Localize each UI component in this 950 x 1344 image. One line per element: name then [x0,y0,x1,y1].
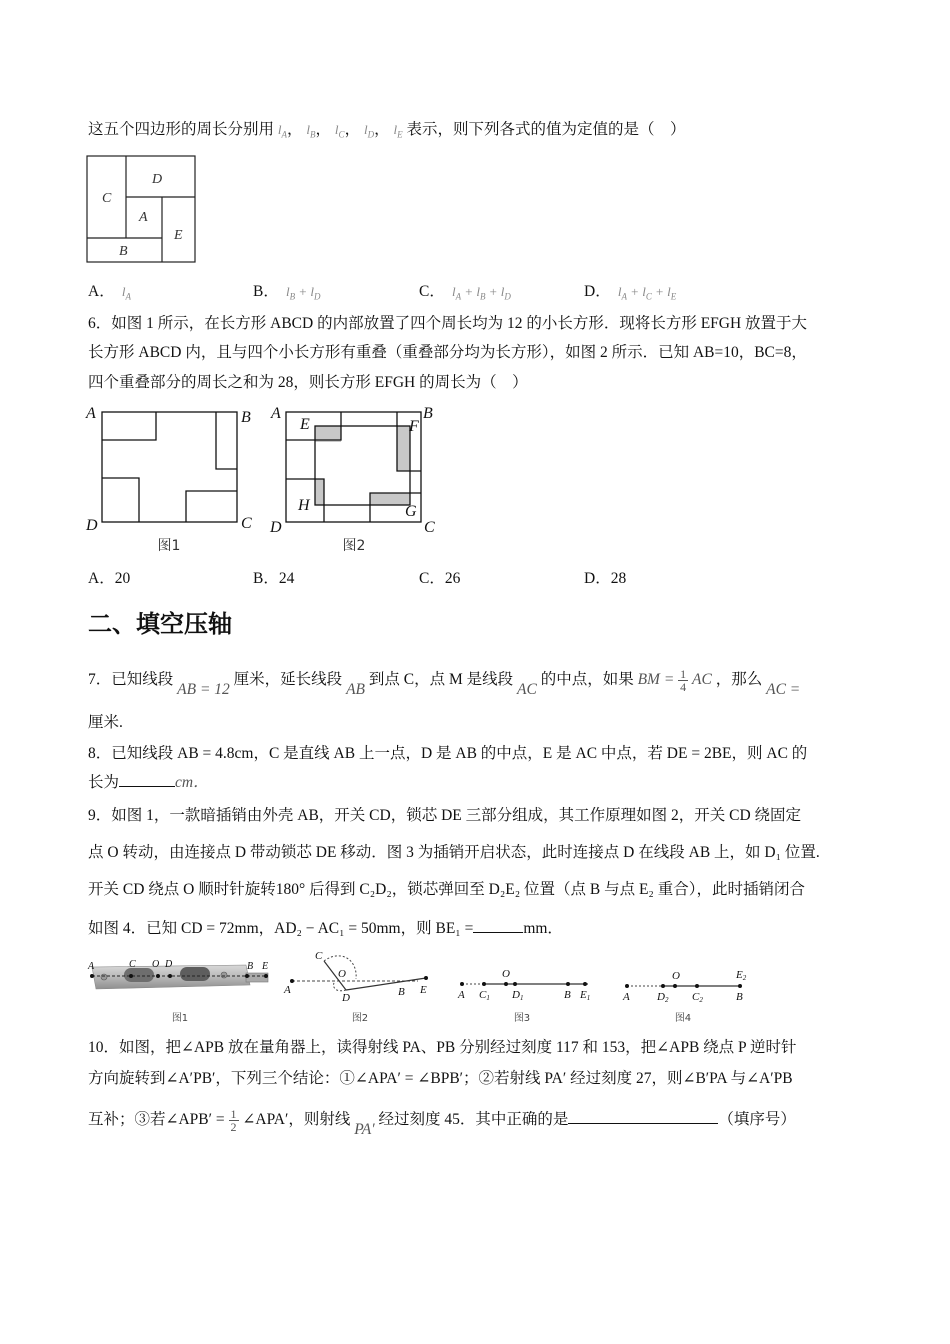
svg-text:C2: C2 [692,991,703,1004]
option-letter: C． [419,283,445,300]
svg-text:C: C [129,959,136,970]
q6-option-c[interactable]: C．26 [419,570,461,587]
q9-figure-1 [84,955,284,1025]
q9-line-3: 开关 CD 绕点 O 顺时针旋转180° 后得到 C₂D₂，锁芯弹回至 D₂E₂ 位置（点 B 与点 E₂ 重合），此时插销闭合 [88,881,805,898]
q6-figure-1 [84,402,259,557]
svg-text:D1: D1 [512,989,524,1002]
q5-stem-end: 表示，则下列各式的值为定值的是（ ） [406,121,686,138]
q9-line-1: 9．如图 1，一款暗插销由外壳 AB，开关 CD，锁芯 DE 三部分组成，其工作原理如图 2，开关 CD 绕固定 [88,807,802,824]
svg-text:图4: 图4 [674,1013,692,1024]
svg-text:B: B [736,991,743,1003]
fig-label-C: C [102,191,112,206]
fig-label-A: A [139,210,148,225]
q9-line-2: 点 O 转动，由连接点 D 带动锁芯 DE 移动．图 3 为插销开启状态，此时连接点 D 在线段 AB 上，如 D₁ 位置. [88,844,820,861]
svg-text:O: O [672,970,680,982]
fig-label-D: D [152,172,163,187]
q8-line-2: 长为 cm． [88,774,209,791]
svg-text:C1: C1 [479,989,490,1002]
fig-label-E: E [174,228,183,243]
var-lD: $l_D$ [363,122,375,140]
svg-text:图3: 图3 [513,1013,531,1024]
q6-option-b[interactable]: B．24 [253,570,295,587]
var-lE: $l_E$ [393,122,403,140]
svg-text:D: D [270,519,282,536]
svg-text:E1: E1 [580,989,591,1002]
svg-text:C: C [241,515,252,532]
var-lB: $l_B$ [306,122,316,140]
q5-option-b[interactable]: B． $l_B + l_D$ [253,283,321,302]
fraction-1-2: $\frac{1}{2}$ [230,1107,237,1134]
q9-answer-blank[interactable] [473,918,523,933]
q5-stem-text: 这五个四边形的周长分别用 [88,121,275,138]
fraction-1-4: $\frac{1}{4}$ [680,667,687,694]
q7-math-ab12: AB = 12 [177,681,230,699]
q6-figure-2 [262,402,442,557]
q8-line-1: 8．已知线段 AB = 4.8cm，C 是直线 AB 上一点，D 是 AB 的中点，E 是 AC 中点，若 DE = 2BE，则 AC 的 [88,745,808,762]
svg-text:B: B [241,409,251,426]
q6-line-1: 6．如图 1 所示，在长方形 ABCD 的内部放置了四个周长均为 12 的小长方形．现将长方形 EFGH 放置于大 [88,315,808,332]
q5-stem: 这五个四边形的周长分别用 $l_A$， $l_B$， $l_C$， $l_D$， $l_E$ 表示，则下列各式的值为定值的是（ ） [88,121,686,140]
svg-text:F: F [409,418,419,435]
q10-line-3: 互补；③若∠APB′ = $\frac{1}{2}$ ∠APA′，则射线 PA′ 经过刻度 45．其中正确的是 （填序号） [88,1107,796,1139]
svg-text:E: E [420,984,427,996]
q5-option-a[interactable]: A． $l_A$ [88,283,131,302]
var-lC: $l_C$ [334,122,345,140]
svg-text:图1: 图1 [171,1013,189,1024]
svg-text:D: D [342,992,350,1004]
q7-line-1: 7．已知线段 AB = 12 厘米，延长线段 AB 到点 C，点 M 是线段 AC 的中点，如果 BM = $\frac{1}{4}$ AC ，那么 AC = [88,667,801,699]
q5-option-d[interactable]: D． $l_A + l_C + l_E$ [584,283,677,302]
svg-text:B: B [423,405,433,422]
svg-text:B: B [564,989,571,1001]
svg-text:D2: D2 [657,991,669,1004]
option-letter: A． [88,283,115,300]
q9-figure-3 [450,960,600,1025]
var-lA: $l_A$ [277,122,288,140]
svg-text:D: D [86,517,98,534]
q6-line-2: 长方形 ABCD 内，且与四个小长方形有重叠（重叠部分均为长方形），如图 2 所示．已知 AB=10，BC=8， [88,344,807,361]
svg-text:H: H [298,497,310,514]
q10-line-1: 10．如图，把∠APB 放在量角器上，读得射线 PA、PB 分别经过刻度 117 和 153，把∠APB 绕点 P 逆时针 [88,1039,797,1056]
svg-text:E2: E2 [736,969,747,982]
svg-text:A: A [623,991,630,1003]
svg-text:B: B [398,986,405,998]
svg-text:O: O [152,959,160,970]
q10-line-2: 方向旋转到∠A′PB′，下列三个结论：①∠APA′ = ∠BPB′；②若射线 PA′ 经过刻度 27，则∠B′PA 与∠A′PB [88,1070,793,1087]
fig2-caption: 图2 [342,538,366,554]
q8-answer-blank[interactable] [119,772,175,787]
svg-text:E: E [262,961,269,972]
svg-text:图2: 图2 [351,1013,369,1024]
svg-text:B: B [247,961,254,972]
fig1-caption: 图1 [157,538,181,554]
fig1-label-A: A [86,405,96,422]
svg-text:A: A [458,989,465,1001]
q6-option-d[interactable]: D．28 [584,570,627,587]
q9-figure-2 [280,945,440,1025]
section-title: 二、填空压轴 [88,610,232,638]
option-letter: D． [584,283,611,300]
svg-text:E: E [300,416,310,433]
option-letter: B． [253,283,279,300]
q9-figure-4 [615,960,765,1025]
q7-line-2: 厘米. [88,714,123,731]
svg-text:D: D [165,959,173,970]
svg-text:A: A [284,984,291,996]
svg-text:O: O [338,968,346,980]
svg-text:C: C [424,519,435,536]
q5-figure [86,155,198,265]
svg-text:C: C [315,950,323,962]
fig-label-B: B [119,244,128,259]
q6-line-3: 四个重叠部分的周长之和为 28，则长方形 EFGH 的周长为（ ） [88,374,528,391]
q9-line-4: 如图 4．已知 CD = 72mm，AD₂ − AC₁ = 50mm，则 BE₁ = mm． [88,920,563,937]
svg-text:G: G [405,503,417,520]
q6-option-a[interactable]: A．20 [88,570,131,587]
svg-text:O: O [502,968,510,980]
q10-answer-blank[interactable] [568,1109,718,1124]
q5-option-c[interactable]: C． $l_A + l_B + l_D$ [419,283,511,302]
svg-text:A: A [271,405,281,422]
svg-text:A: A [88,961,95,972]
